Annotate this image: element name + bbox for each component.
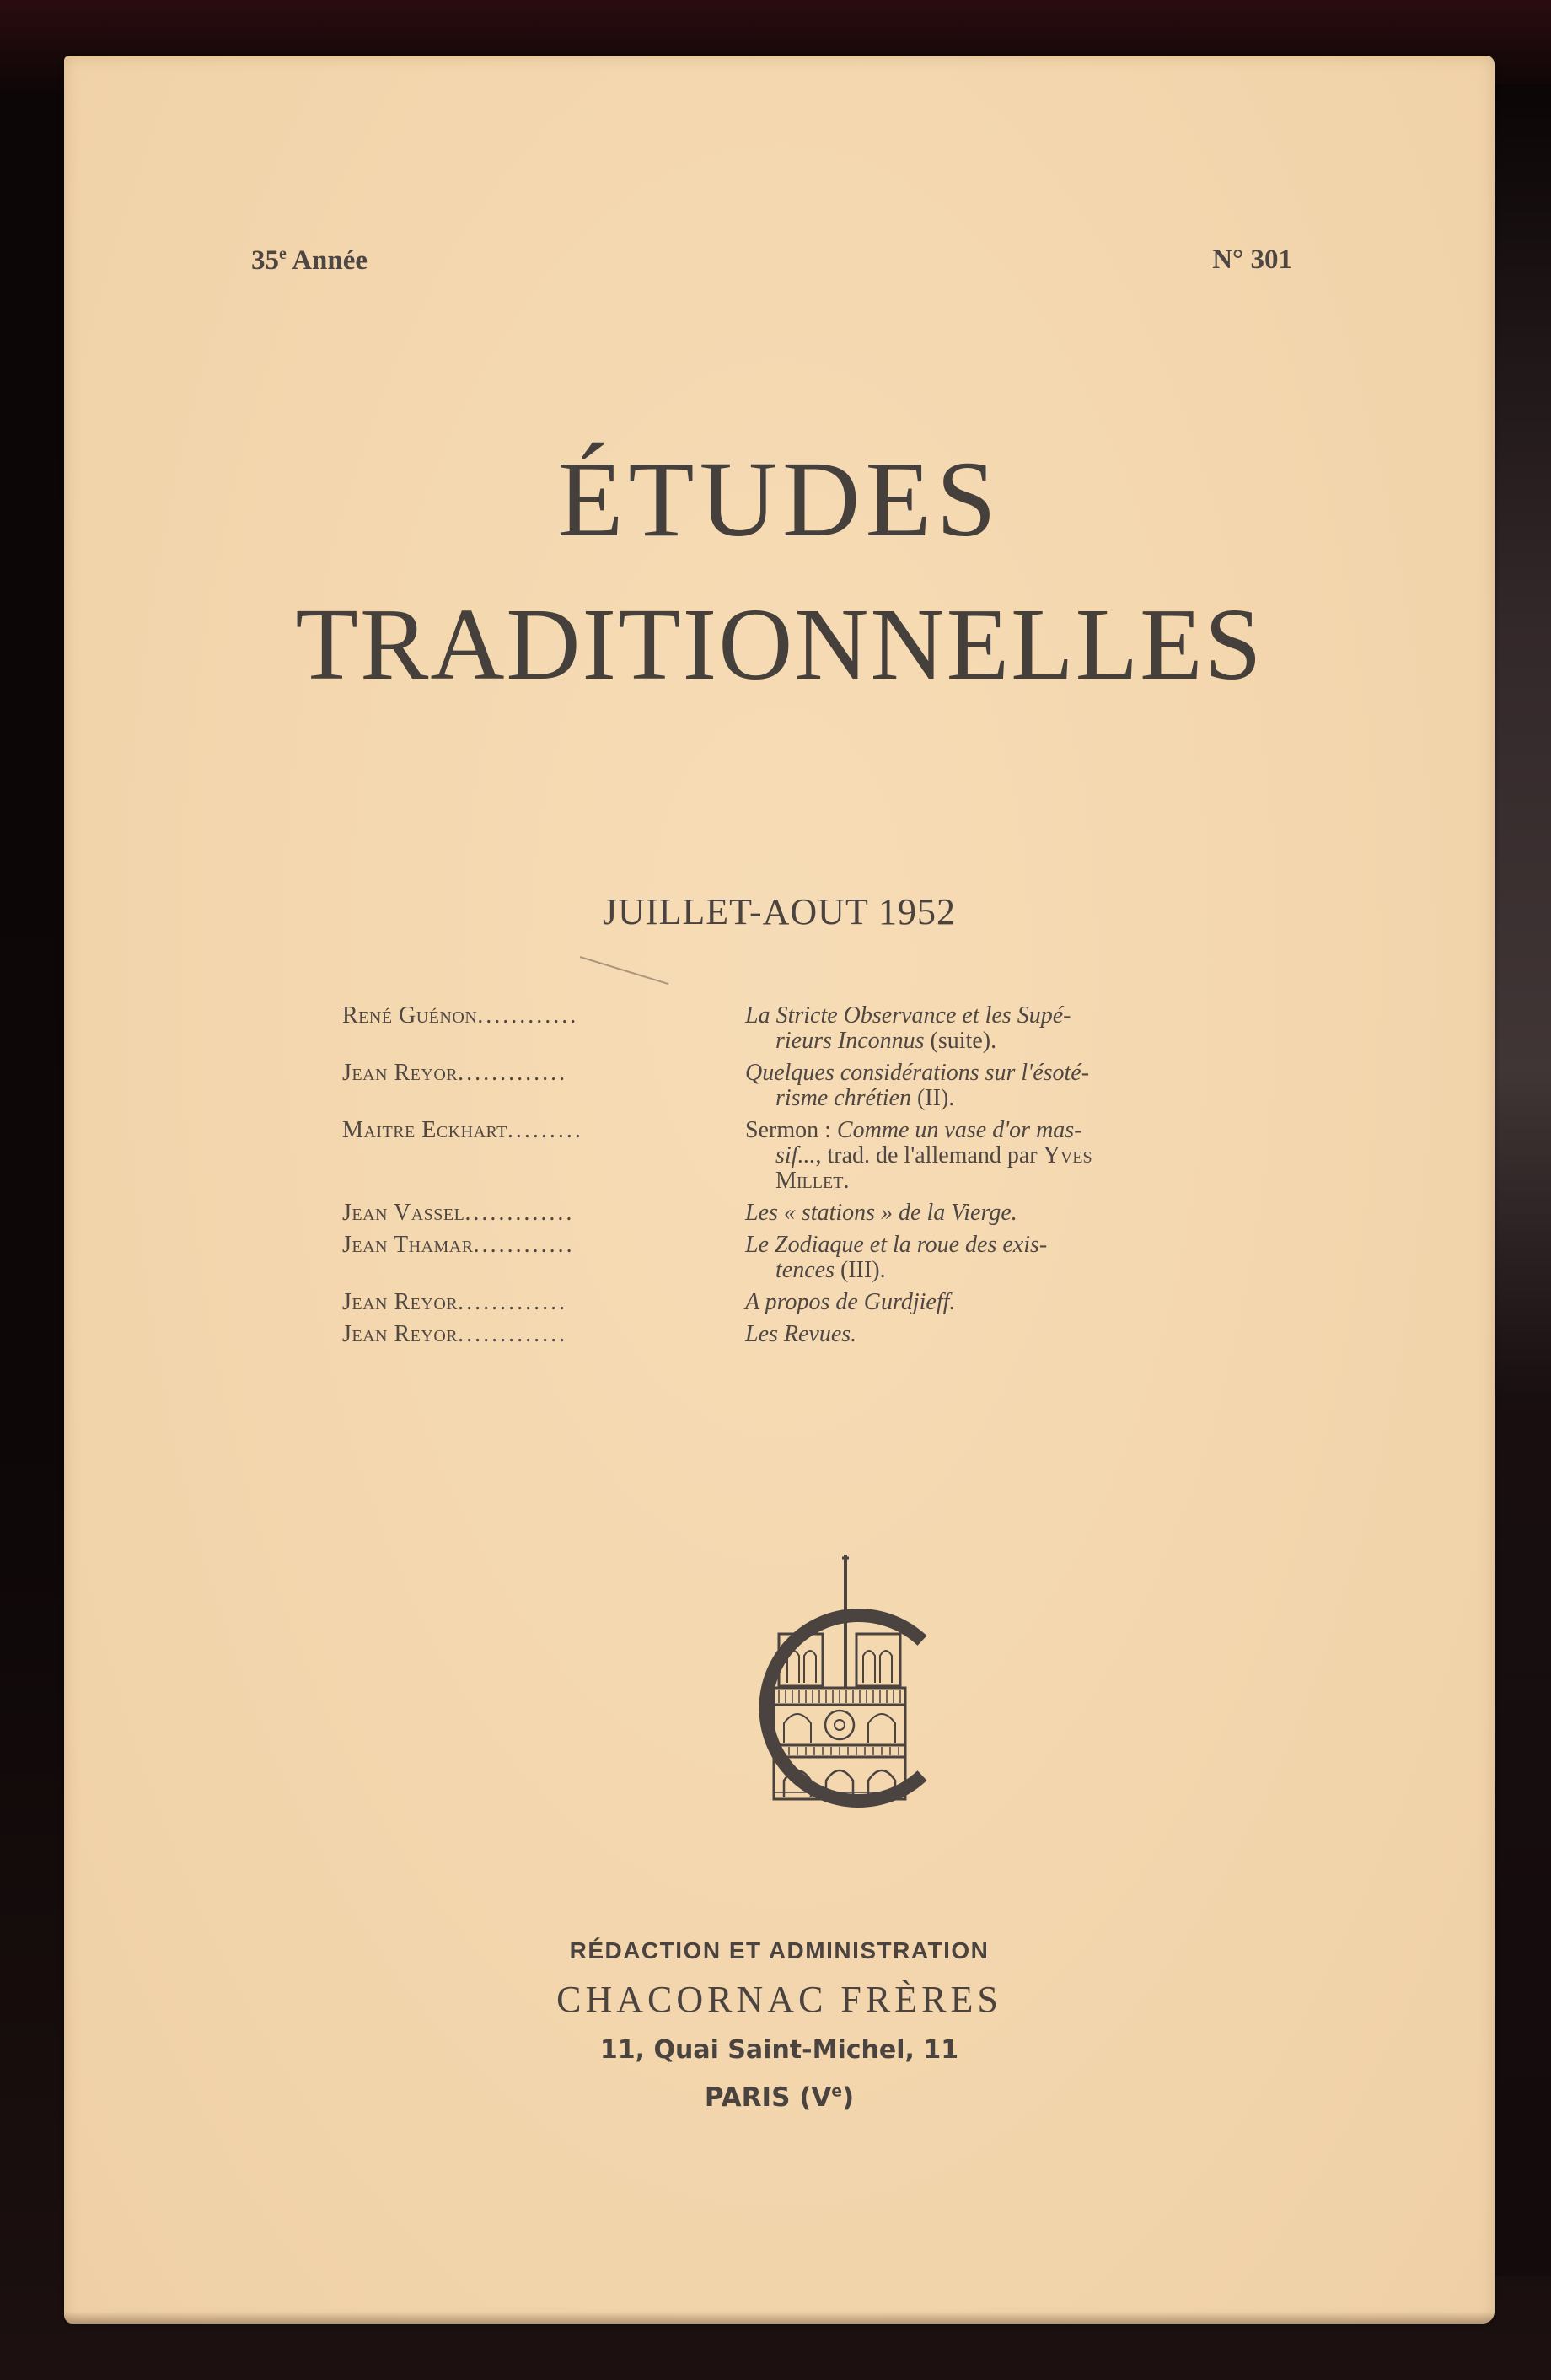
publisher-address: 11, Quai Saint-Michel, 11 — [599, 2035, 959, 2065]
cover-header — [251, 244, 1292, 277]
toc-author: Jean Reyor — [342, 1061, 459, 1086]
toc-entry — [342, 1118, 1269, 1194]
title-line-1: ÉTUDES — [557, 439, 1001, 559]
toc-entry — [342, 1322, 1269, 1347]
toc-author: René Guénon — [342, 1003, 478, 1029]
toc-entry — [342, 1290, 1269, 1315]
leader-dots: ............. — [458, 1061, 568, 1086]
toc-author: Jean Reyor — [342, 1290, 459, 1315]
paper-crease-mark — [580, 956, 669, 985]
scan-background-right-edge — [1492, 84, 1551, 2276]
leader-dots: ............. — [458, 1322, 568, 1347]
cathedral-c-logo-icon — [730, 1539, 949, 1818]
magazine-cover — [64, 56, 1495, 2324]
toc-entry — [342, 1061, 1269, 1111]
publisher-city: PARIS (Ve) — [704, 2082, 855, 2113]
toc-entry — [342, 1003, 1269, 1054]
leader-dots: ............. — [464, 1201, 575, 1226]
toc-article-title: Les Revues. — [745, 1321, 857, 1347]
toc-article-title: Les « stations » de la Vierge. — [745, 1200, 1017, 1226]
leader-dots: ............ — [473, 1233, 575, 1258]
publisher-heading: RÉDACTION ET ADMINISTRATION — [569, 1937, 990, 1964]
toc-author: Jean Thamar — [342, 1233, 474, 1258]
issue-date: JUILLET-AOUT 1952 — [602, 891, 957, 932]
publisher-name: CHACORNAC FRÈRES — [556, 1979, 1002, 2020]
title-line-2: TRADITIONNELLES — [295, 588, 1264, 701]
toc-author: Jean Reyor — [342, 1322, 459, 1347]
toc-author: Maitre Eckhart — [342, 1118, 507, 1143]
table-of-contents — [342, 1003, 1269, 1354]
toc-entry — [342, 1233, 1269, 1283]
leader-dots: ......... — [507, 1118, 583, 1143]
issue-number: N° 301 — [1212, 244, 1292, 275]
toc-entry — [342, 1201, 1269, 1226]
toc-article-title: La Stricte Observance et les Supé- rieurs Inconnus (suite). — [745, 1002, 1071, 1054]
volume-year: 35e Année — [251, 244, 368, 276]
toc-article-title: A propos de Gurdjieff. — [745, 1289, 956, 1315]
toc-article-title: Sermon : Comme un vase d'or mas- sif..., trad. de l'allemand par Yves Millet. — [745, 1117, 1092, 1194]
leader-dots: ............ — [477, 1003, 579, 1029]
toc-article-title: Quelques considérations sur l'ésoté- risme chrétien (II). — [745, 1060, 1090, 1111]
leader-dots: ............. — [458, 1290, 568, 1315]
toc-author: Jean Vassel — [342, 1201, 465, 1226]
toc-article-title: Le Zodiaque et la roue des exis- tences (III). — [745, 1232, 1048, 1283]
